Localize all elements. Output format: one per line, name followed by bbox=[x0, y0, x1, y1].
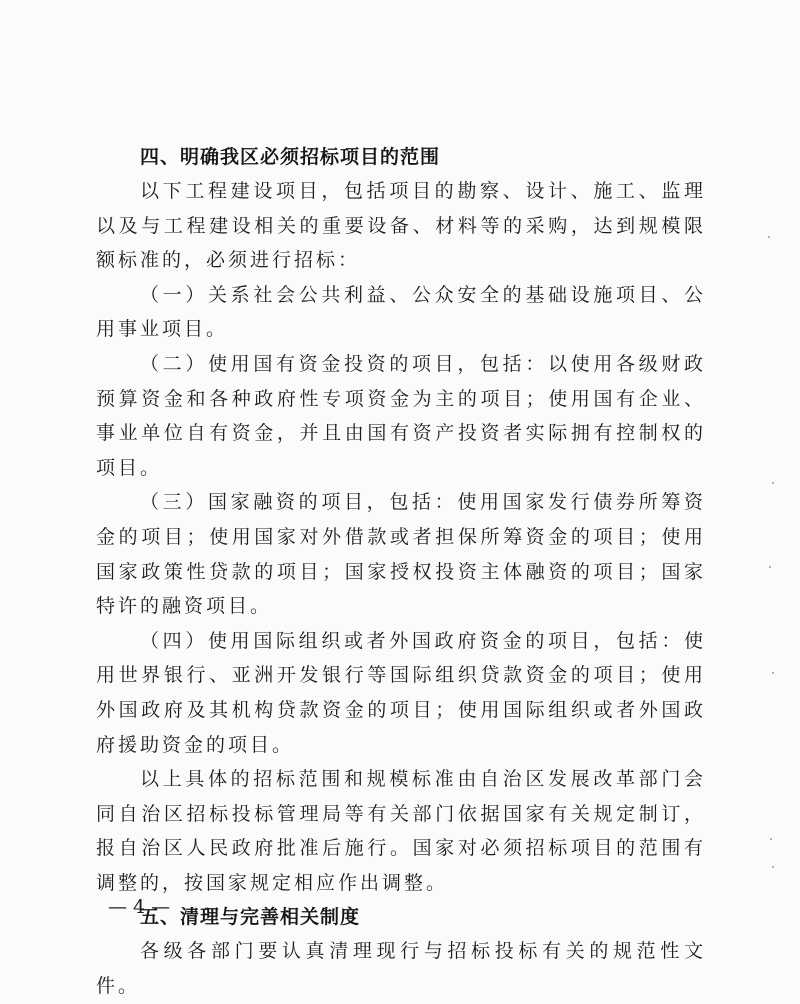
scan-speck bbox=[772, 866, 774, 868]
scan-speck bbox=[770, 838, 772, 840]
paragraph-summary: 以上具体的招标范围和规模标准由自治区发展改革部门会同自治区招标投标管理局等有关部门依据国家有关规定制订，报自治区人民政府批准后施行。国家对必须招标项目的范围有调整的，按国家规定相应作出调整。 bbox=[96, 768, 706, 894]
page-number: — 4 — bbox=[108, 896, 171, 918]
paragraph-item-3: （三）国家融资的项目，包括：使用国家发行债券所筹资金的项目；使用国家对外借款或者担保所筹资金的项目；使用国家政策性贷款的项目；国家授权投资主体融资的项目；国家特许的融资项目。 bbox=[96, 491, 706, 618]
paragraph-item-1: （一）关系社会公共利益、公众安全的基础设施项目、公用事业项目。 bbox=[96, 283, 706, 341]
section-heading-5: 五、清理与完善相关制度 bbox=[140, 906, 361, 929]
paragraph-item-2: （二）使用国有资金投资的项目，包括：以使用各级财政预算资金和各种政府性专项资金为主的项目；使用国有企业、事业单位自有资金，并且由国有资产投资者实际拥有控制权的项目。 bbox=[96, 352, 706, 479]
paragraph-intro: 以下工程建设项目，包括项目的勘察、设计、施工、监理以及与工程建设相关的重要设备、材料等的采购，达到规模限额标准的，必须进行招标： bbox=[96, 180, 706, 272]
scan-speck bbox=[768, 236, 770, 238]
paragraph-item-4: （四）使用国际组织或者外国政府资金的项目，包括：使用世界银行、亚洲开发银行等国际组织贷款资金的项目；使用外国政府及其机构贷款资金的项目；使用国际组织或者外国政府援助资金的项目。 bbox=[96, 629, 706, 756]
scan-speck bbox=[772, 672, 774, 674]
document-body bbox=[96, 140, 706, 1004]
scan-speck bbox=[772, 482, 774, 484]
scan-speck bbox=[769, 566, 771, 568]
section-heading-4: 四、明确我区必须招标项目的范围 bbox=[140, 146, 441, 168]
paragraph-section-5: 各级各部门要认真清理现行与招标投标有关的规范性文件。 bbox=[96, 940, 706, 998]
